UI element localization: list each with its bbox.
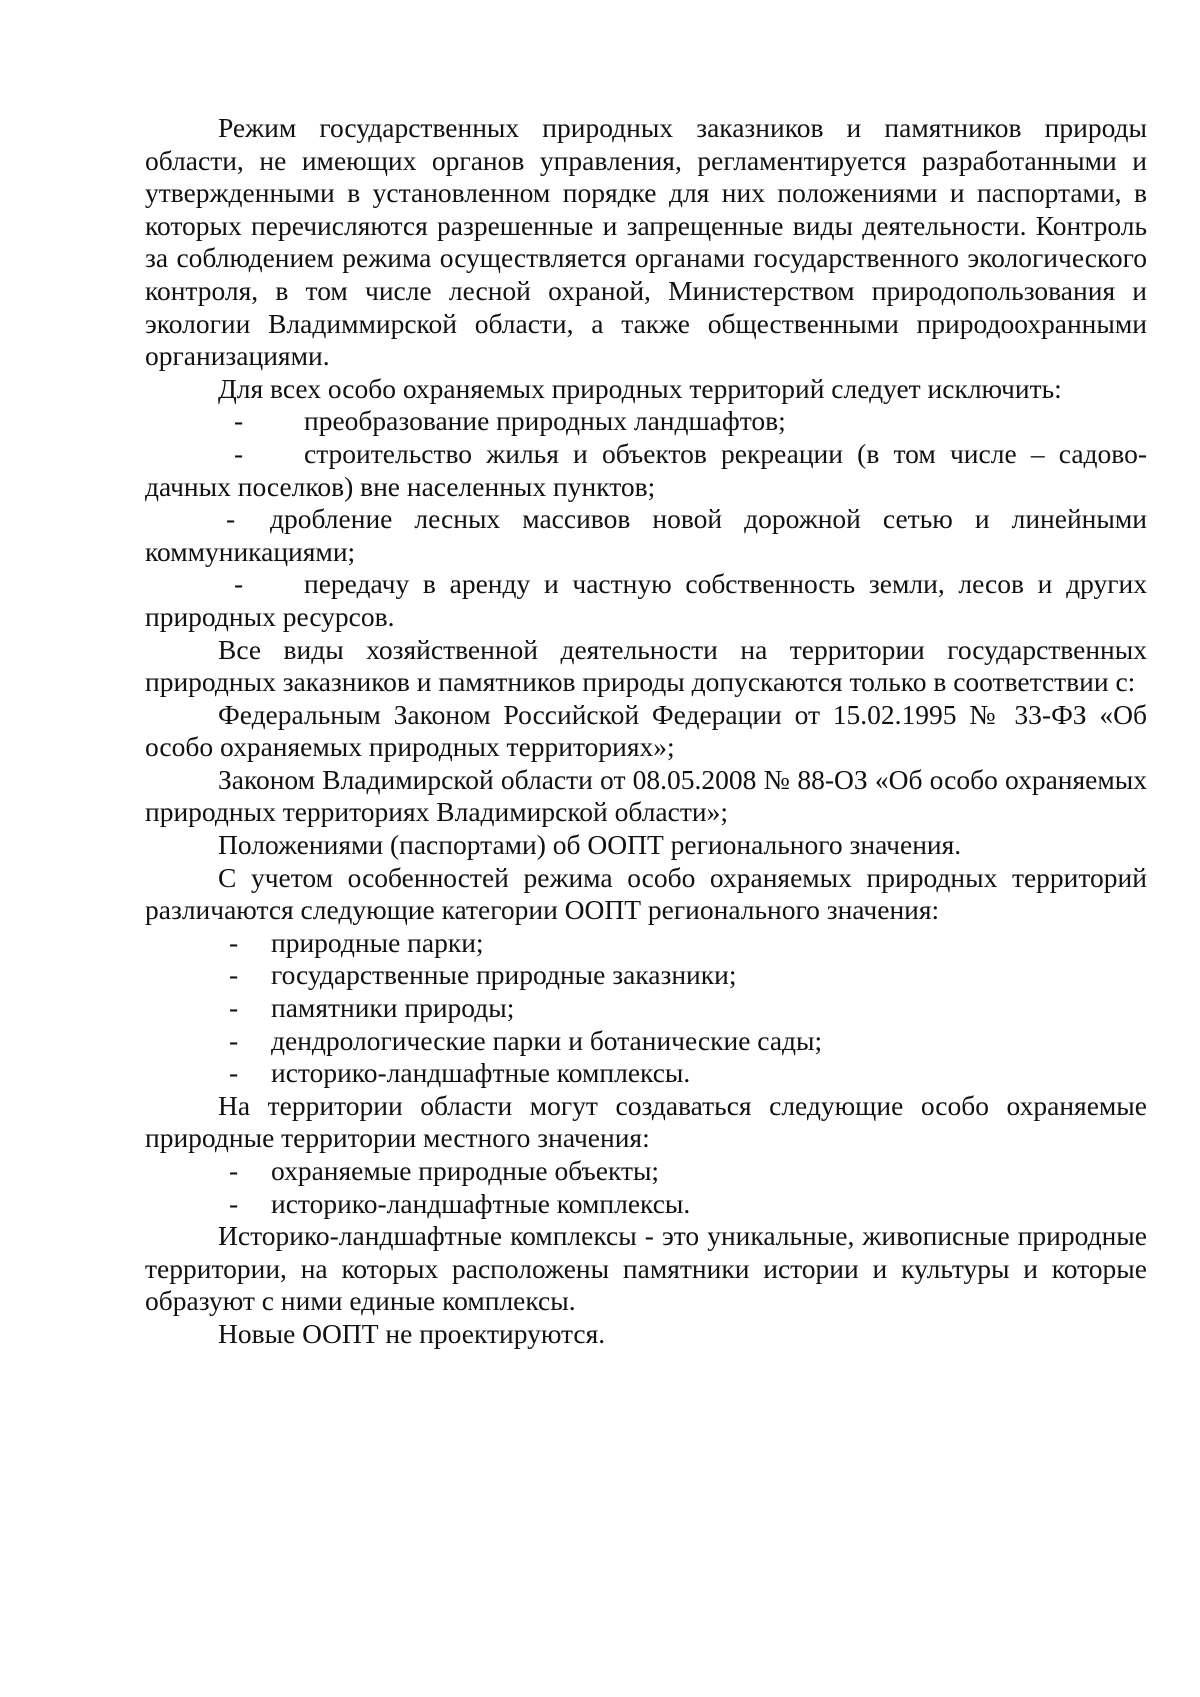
list-item <box>229 1155 1147 1188</box>
list-item <box>229 1188 1147 1221</box>
dash-marker: - <box>234 437 244 469</box>
exclusion-text: преобразование природных ландшафтов; <box>304 405 786 437</box>
paragraph-landscape-definition: Историко-ландшафтные комплексы - это уникальные, живописные природные территории, на которых расположены памятники истории и культуры и которые образуют с ними единые комплексы. <box>145 1220 1147 1317</box>
dash-marker: - <box>229 1057 239 1089</box>
list-item <box>229 992 1147 1025</box>
regional-categories-list <box>145 927 1147 1090</box>
exclusion-text: передачу в аренду и частную собственность земли, лесов и других природных ресурсов. <box>145 568 1147 632</box>
list-item-text: памятники природы; <box>271 992 515 1024</box>
list-item-text: государственные природные заказники; <box>271 959 737 991</box>
exclusion-item <box>145 568 1147 633</box>
local-categories-list <box>145 1155 1147 1220</box>
list-item <box>229 1025 1147 1058</box>
dash-marker: - <box>229 1024 239 1056</box>
dash-marker: - <box>229 992 239 1024</box>
list-item-text: историко-ландшафтные комплексы. <box>271 1187 691 1219</box>
paragraph-law-federal: Федеральным Законом Российской Федерации от 15.02.1995 № 33-ФЗ «Об особо охраняемых природных территориях»; <box>145 698 1147 763</box>
exclusion-text: строительство жилья и объектов рекреации (в том числе – садово-дачных поселков) вне населенных пунктов; <box>145 437 1147 502</box>
dash-marker: - <box>229 926 239 958</box>
exclusion-item <box>145 405 1147 438</box>
paragraph-activities: Все виды хозяйственной деятельности на территории государственных природных заказников и памятников природы допускаются только в соответствии с: <box>145 633 1147 698</box>
list-item-text: природные парки; <box>271 926 484 958</box>
paragraph-law-regional: Законом Владимирской области от 08.05.2008 № 88-ОЗ «Об особо охраняемых природных территориях Владимирской области»; <box>145 763 1147 828</box>
paragraph-new-oopt: Новые ООПТ не проектируются. <box>218 1317 606 1349</box>
list-item <box>229 959 1147 992</box>
dash-marker: - <box>229 1187 239 1219</box>
list-item-text: историко-ландшафтные комплексы. <box>271 1057 691 1089</box>
list-item-text: охраняемые природные объекты; <box>271 1155 660 1186</box>
paragraph-categories-intro: С учетом особенностей режима особо охраняемых природных территорий различаются следующие категории ООПТ регионального значения: <box>145 861 1147 926</box>
paragraph-local-intro: На территории области могут создаваться следующие особо охраняемые природные территории местного значения: <box>145 1089 1147 1154</box>
dash-marker: - <box>234 568 244 600</box>
list-item <box>229 1057 1147 1090</box>
dash-marker: - <box>229 959 239 991</box>
exclusion-text: дробление лесных массивов новой дорожной сетью и линейными коммуникациями; <box>145 503 1147 567</box>
exclusion-item <box>145 503 1147 568</box>
document-body <box>145 112 1147 1351</box>
dash-marker: - <box>234 405 244 437</box>
paragraph-provisions: Положениями (паспортами) об ООПТ регионального значения. <box>218 829 962 861</box>
paragraph-regime: Режим государственных природных заказников и памятников природы области, не имеющих органов управления, регламентируется разработанными и утвержденными в установленном порядке для них положениями и паспортами, в которых перечисляются разрешенные и запрещенные виды деятельности. Контроль за соблюдением режима осуществляется органами государственного экологического контроля, в том числе лесной охраной, Министерством природопользования и экологии Владиммирской области, а также общественными природоохранными организациями. <box>145 112 1147 372</box>
exclusion-item <box>145 438 1147 503</box>
paragraph-exclude-intro: Для всех особо охраняемых природных территорий следует исключить: <box>218 372 1062 404</box>
list-item <box>229 927 1147 960</box>
dash-marker: - <box>229 1155 239 1186</box>
dash-marker: - <box>226 503 236 535</box>
list-item-text: дендрологические парки и ботанические сады; <box>271 1024 823 1056</box>
